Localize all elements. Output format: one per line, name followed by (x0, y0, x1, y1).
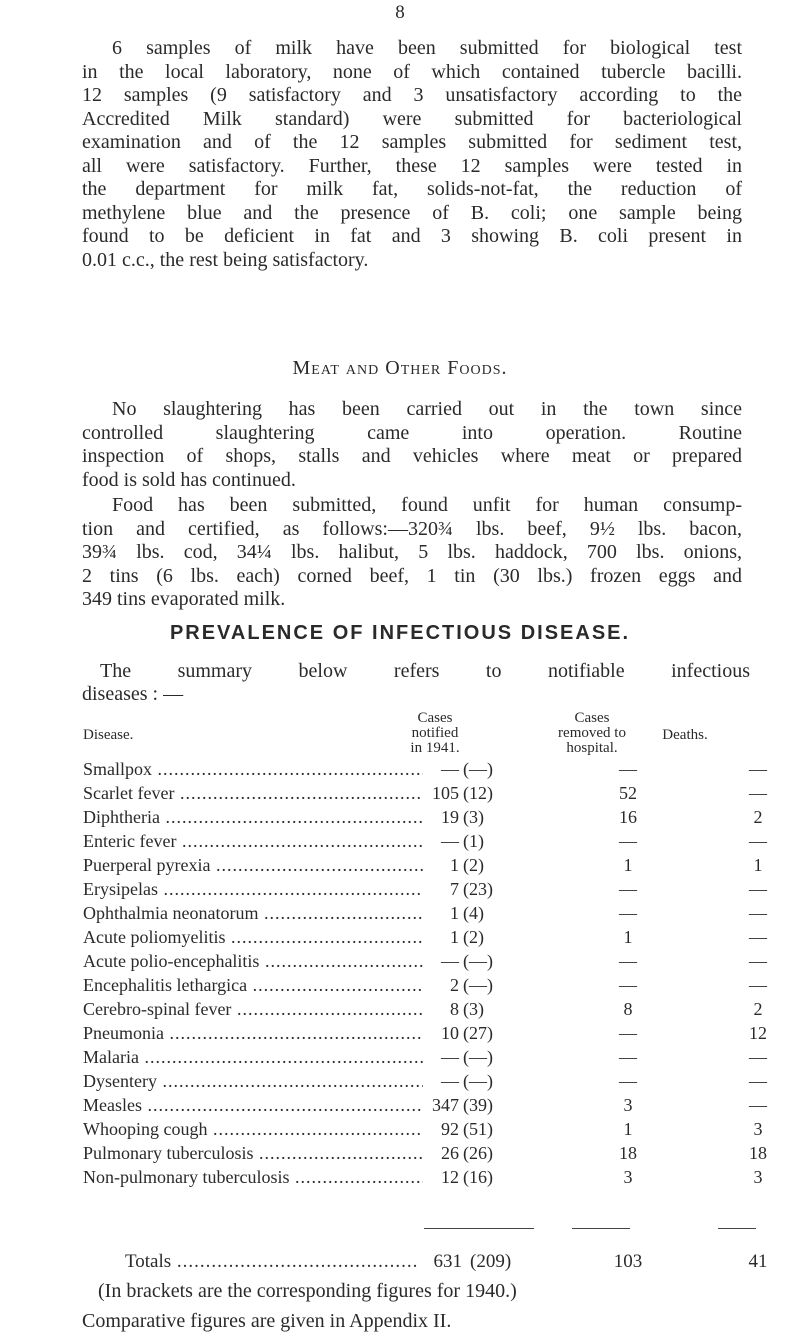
deaths: 12 (749, 1023, 767, 1043)
deaths: 1 (753, 855, 763, 875)
cases-previous-year: (16) (463, 1167, 493, 1187)
cases-notified: 1 (423, 853, 459, 877)
cases-removed: 8 (623, 999, 633, 1019)
text-line: 12 samples (9 satisfactory and 3 unsatisfactory according to the (82, 84, 742, 106)
disease-name: Puerperal pyrexia ..... (83, 853, 423, 877)
cases-previous-year: (2) (463, 855, 484, 875)
cases-removed: — (619, 879, 637, 899)
table-intro (82, 660, 750, 706)
table-row (83, 805, 763, 829)
table-row (83, 949, 767, 973)
text-line: The summary below refers to notifiable infectious (100, 660, 750, 682)
milk-sampling-paragraph (82, 37, 742, 272)
header-line: notified (411, 725, 459, 741)
disease-name: Encephalitis lethargica ..... (83, 973, 423, 997)
table-row (83, 925, 767, 949)
deaths: — (749, 831, 767, 851)
table-row (83, 1021, 767, 1045)
text-line: controlled slaughtering came into operation. Routine (82, 421, 742, 444)
deaths: — (749, 879, 767, 899)
table-row (83, 829, 767, 853)
table-row (83, 853, 763, 877)
text-line: 349 tins evaporated milk. (82, 588, 286, 610)
disease-name: Acute poliomyelitis ..... (83, 925, 423, 949)
cases-removed: 3 (623, 1167, 633, 1187)
column-header-removed (537, 711, 647, 756)
table-row (83, 1045, 767, 1069)
deaths: — (749, 783, 767, 803)
cases-notified: 347 (423, 1093, 459, 1117)
disease-name: Pulmonary tuberculosis ..... (83, 1141, 423, 1165)
header-line: Cases (417, 710, 453, 726)
section-heading-prevalence: PREVALENCE OF INFECTIOUS DISEASE. (169, 622, 631, 644)
disease-name: Measles ..... (83, 1093, 423, 1117)
cases-removed: — (619, 903, 637, 923)
table-row (83, 997, 763, 1021)
text-line: methylene blue and the presence of B. coli; one sample being (82, 201, 742, 224)
disease-name: Ophthalmia neonatorum ..... (83, 901, 423, 925)
table-row (83, 1141, 767, 1165)
disease-name: Erysipelas ..... (83, 877, 423, 901)
cases-removed: — (619, 1023, 637, 1043)
column-header-notified (390, 711, 480, 756)
page-number: 8 (395, 2, 405, 23)
cases-removed: 1 (623, 927, 633, 947)
cases-previous-year: (12) (463, 783, 493, 803)
header-line: hospital. (566, 740, 618, 756)
total-deaths: 41 (748, 1251, 768, 1272)
deaths: 2 (753, 807, 763, 827)
text-line: 6 samples of milk have been submitted for biological test (112, 37, 742, 59)
cases-notified: 92 (423, 1117, 459, 1141)
cases-removed: 3 (623, 1095, 633, 1115)
table-row (83, 757, 767, 781)
deaths: 3 (753, 1119, 763, 1139)
cases-previous-year: (23) (463, 879, 493, 899)
deaths: — (749, 975, 767, 995)
deaths: — (749, 1071, 767, 1091)
bracket-footnote: (In brackets are the corresponding figures for 1940.) (98, 1280, 517, 1302)
cases-removed: 1 (623, 855, 633, 875)
cases-previous-year: (3) (463, 999, 484, 1019)
deaths: 3 (753, 1167, 763, 1187)
text-line: Food has been submitted, found unfit for human consump- (112, 494, 742, 516)
disease-name: Smallpox ..... (83, 757, 423, 781)
disease-name: Whooping cough ..... (83, 1117, 423, 1141)
disease-name: Dysentery ..... (83, 1069, 423, 1093)
cases-previous-year: (26) (463, 1143, 493, 1163)
table-row (83, 1117, 763, 1141)
table-row (83, 877, 767, 901)
cases-removed: — (619, 1071, 637, 1091)
text-line: 2 tins (6 lbs. each) corned beef, 1 tin (30 lbs.) frozen eggs and (82, 564, 742, 587)
totals-rule (572, 1228, 630, 1229)
disease-name: Pneumonia ..... (83, 1021, 423, 1045)
table-row (83, 1165, 763, 1189)
totals-rule (718, 1228, 756, 1229)
cases-previous-year: (4) (463, 903, 484, 923)
disease-name: Acute polio-encephalitis ..... (83, 949, 423, 973)
table-row (83, 901, 767, 925)
text-line: the department for milk fat, solids-not-fat, the reduction of (82, 178, 742, 200)
column-header-deaths: Deaths. (662, 727, 708, 743)
totals-label: Totals ..... (125, 1250, 418, 1274)
table-totals-row (125, 1250, 768, 1274)
disease-name: Enteric fever ..... (83, 829, 423, 853)
table-row (83, 1093, 767, 1117)
cases-previous-year: (39) (463, 1095, 493, 1115)
deaths: — (749, 1095, 767, 1115)
table-row (83, 781, 767, 805)
cases-previous-year: (1) (463, 831, 484, 851)
cases-previous-year: (2) (463, 927, 484, 947)
cases-removed: — (619, 975, 637, 995)
cases-notified: 10 (423, 1021, 459, 1045)
text-line: No slaughtering has been carried out in the town since (112, 398, 742, 420)
unfit-food-paragraph (82, 494, 742, 612)
cases-notified: 105 (423, 781, 459, 805)
cases-removed: 16 (619, 807, 637, 827)
appendix-reference: Comparative figures are given in Appendix II. (82, 1310, 452, 1332)
header-line: removed to (558, 725, 626, 741)
disease-name: Non-pulmonary tuberculosis ..... (83, 1165, 428, 1189)
total-notified: 631 (423, 1250, 462, 1274)
text-line: 0.01 c.c., the rest being satisfactory. (82, 248, 369, 271)
cases-notified: — (423, 757, 459, 781)
section-heading-meat: Meat and Other Foods. (292, 357, 508, 379)
deaths: — (749, 903, 767, 923)
total-previous-year: (209) (470, 1251, 512, 1272)
cases-notified: 19 (423, 805, 459, 829)
total-removed: 103 (613, 1251, 643, 1272)
cases-notified: 26 (423, 1141, 459, 1165)
cases-notified: 7 (423, 877, 459, 901)
disease-name: Diphtheria ..... (83, 805, 423, 829)
cases-previous-year: (—) (463, 951, 493, 971)
text-line: in the local laboratory, none of which contained tubercle bacilli. (82, 60, 742, 83)
cases-removed: — (619, 759, 637, 779)
disease-name: Cerebro-spinal fever ..... (83, 997, 423, 1021)
cases-notified: — (423, 829, 459, 853)
text-line: examination and of the 12 samples submitted for sediment test, (82, 131, 742, 153)
deaths: — (749, 1047, 767, 1067)
cases-removed: — (619, 951, 637, 971)
cases-previous-year: (—) (463, 759, 493, 779)
cases-removed: 18 (619, 1143, 637, 1163)
header-line: Cases (574, 710, 610, 726)
deaths: 2 (753, 999, 763, 1019)
cases-notified: — (423, 949, 459, 973)
column-header-disease: Disease. (83, 727, 134, 743)
cases-notified: 12 (423, 1165, 459, 1189)
cases-notified: — (423, 1045, 459, 1069)
cases-notified: 1 (423, 925, 459, 949)
cases-notified: 2 (423, 973, 459, 997)
text-line: tion and certified, as follows:—320¾ lbs. beef, 9½ lbs. bacon, (82, 517, 742, 540)
totals-rule (424, 1228, 534, 1229)
header-line: in 1941. (410, 740, 460, 756)
text-line: 39¾ lbs. cod, 34¼ lbs. halibut, 5 lbs. haddock, 700 lbs. onions, (82, 541, 742, 563)
cases-previous-year: (—) (463, 1071, 493, 1091)
slaughtering-paragraph (82, 398, 742, 492)
cases-previous-year: (51) (463, 1119, 493, 1139)
cases-notified: 8 (423, 997, 459, 1021)
deaths: — (749, 927, 767, 947)
cases-notified: 1 (423, 901, 459, 925)
cases-notified: — (423, 1069, 459, 1093)
deaths: — (749, 951, 767, 971)
deaths: 18 (749, 1143, 767, 1163)
cases-removed: — (619, 831, 637, 851)
table-row (83, 1069, 767, 1093)
cases-previous-year: (—) (463, 975, 493, 995)
text-line: Accredited Milk standard) were submitted for bacteriological (82, 107, 742, 130)
disease-name: Scarlet fever ..... (83, 781, 423, 805)
disease-name: Malaria ..... (83, 1045, 423, 1069)
text-line: found to be deficient in fat and 3 showing B. coli present in (82, 225, 742, 247)
cases-previous-year: (27) (463, 1023, 493, 1043)
table-row (83, 973, 767, 997)
cases-removed: 1 (623, 1119, 633, 1139)
cases-removed: 52 (619, 783, 637, 803)
text-line: diseases : — (82, 683, 184, 705)
text-line: food is sold has continued. (82, 468, 296, 491)
cases-previous-year: (—) (463, 1047, 493, 1067)
cases-previous-year: (3) (463, 807, 484, 827)
text-line: all were satisfactory. Further, these 12 samples were tested in (82, 154, 742, 177)
text-line: inspection of shops, stalls and vehicles where meat or prepared (82, 445, 742, 467)
cases-removed: — (619, 1047, 637, 1067)
deaths: — (749, 759, 767, 779)
